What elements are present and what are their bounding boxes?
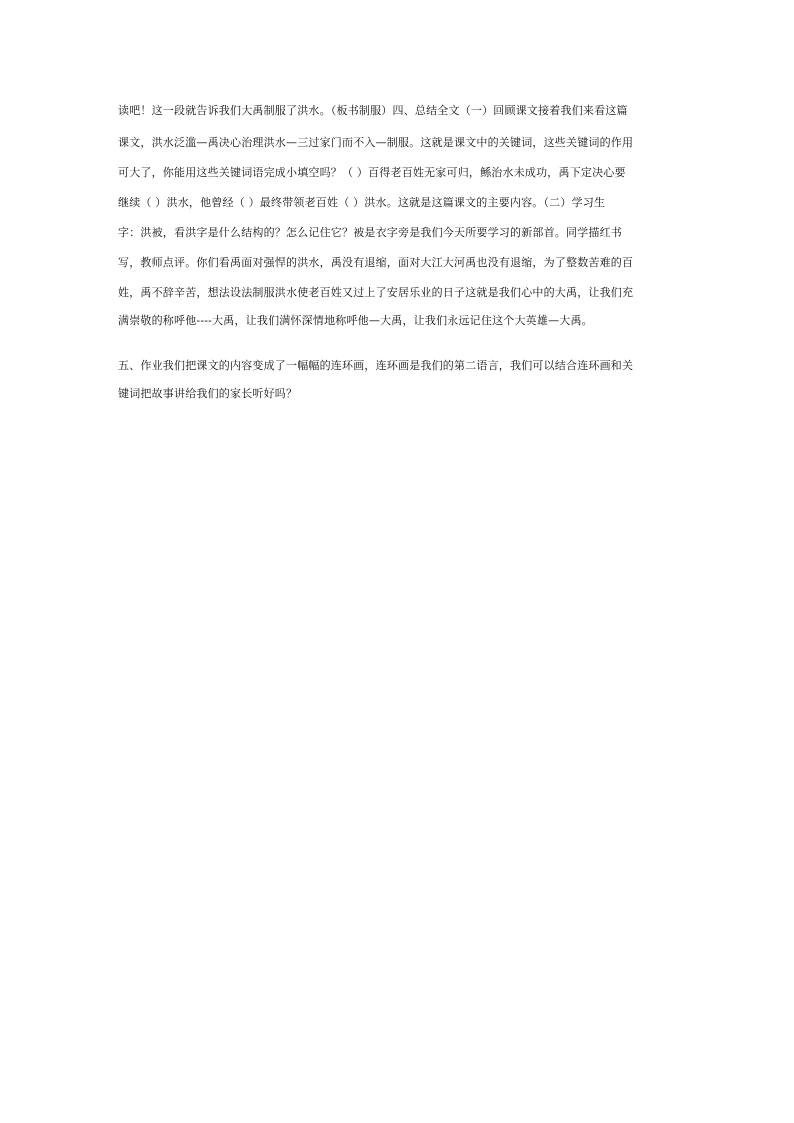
text-line: 姓，禹不辞辛苦，想法设法制服洪水使老百姓又过上了安居乐业的日子这就是我们心中的大禹，让我们充	[118, 286, 634, 299]
text-line: 满崇敬的称呼他----大禹，让我们满怀深情地称呼他—大禹，让我们永远记住这个大英雄—大禹。	[118, 314, 593, 327]
text-line: 键词把故事讲给我们的家长听好吗？	[118, 387, 298, 400]
text-line: 字：洪被，看洪字是什么结构的？怎么记住它？被是衣字旁是我们今天所要学习的新部首。同学描红书	[118, 226, 622, 239]
text-line: 课文，洪水泛滥—禹决心治理洪水—三过家门而不入—制服。这就是课文中的关键词，这些关键词的作用	[118, 136, 634, 149]
text-line: 读吧！这一段就告诉我们大禹制服了洪水。（板书制服）四、总结全文（一）回顾课文接着我们来看这篇	[118, 104, 628, 117]
text-line: 写，教师点评。你们看禹面对强悍的洪水，禹没有退缩，面对大江大河禹也没有退缩，为了整数苦难的百	[118, 256, 634, 269]
text-line: 可大了，你能用这些关键词语完成小填空吗？（ ）百得老百姓无家可归，鲧治水未成功，禹下定决心要	[118, 166, 626, 179]
text-line: 继续（ ）洪水，他曾经（ ）最终带领老百姓（ ）洪水。这就是这篇课文的主要内容。（二）学习生	[118, 196, 606, 209]
text-line: 五、作业我们把课文的内容变成了一幅幅的连环画，连环画是我们的第二语言，我们可以结合连环画和关	[118, 359, 634, 372]
